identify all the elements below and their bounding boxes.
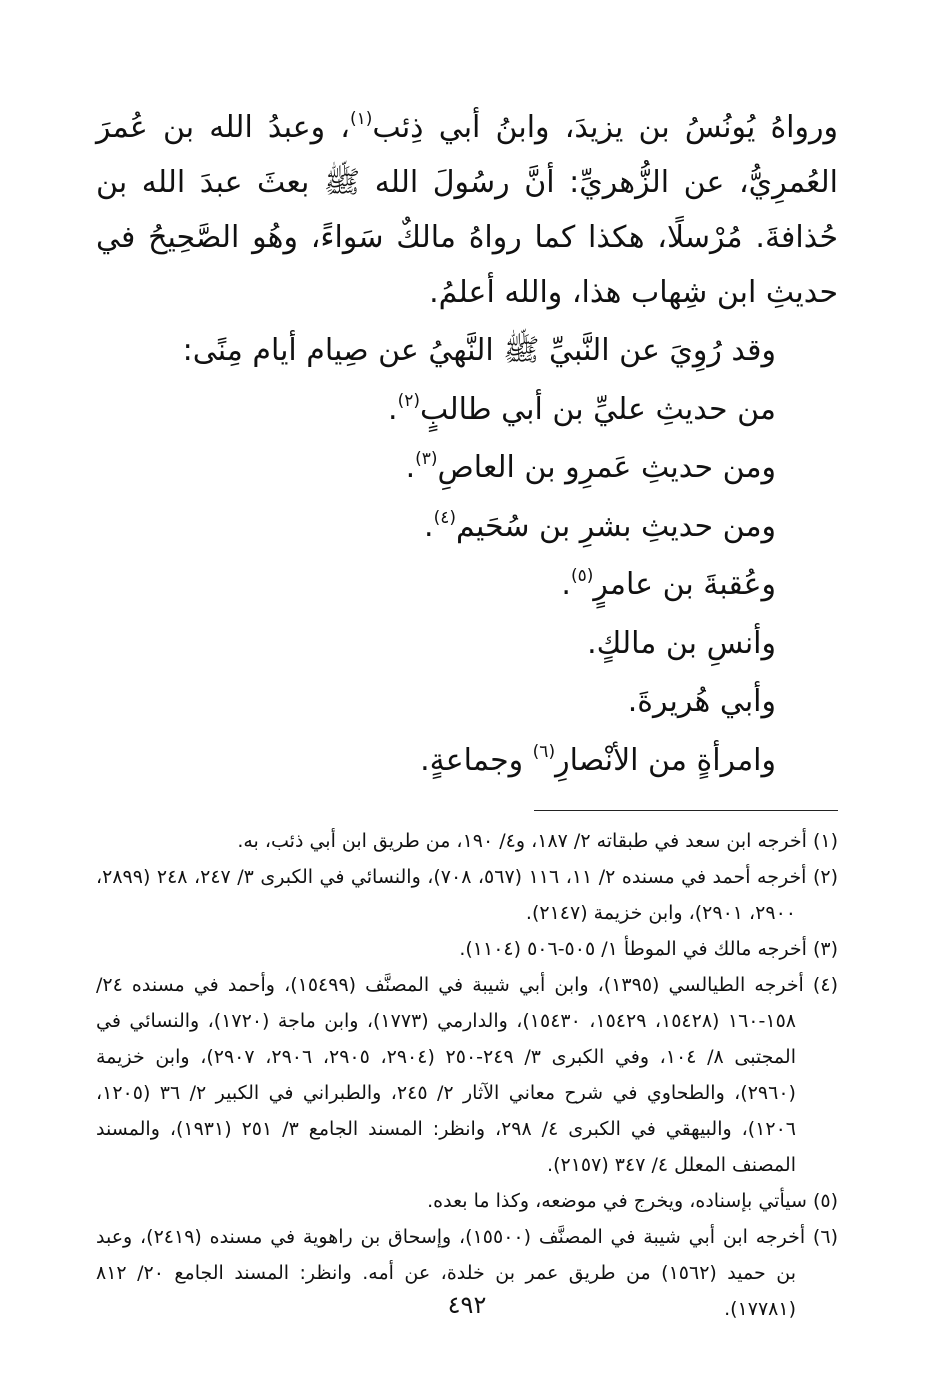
main-paragraph (96, 100, 838, 320)
footnote-separator (534, 810, 838, 811)
footnote-mark: (٥) (570, 566, 594, 586)
line-text: وعُقبةَ بن عامرٍ (593, 567, 776, 602)
footnote-3: (٣) أخرجه مالك في الموطأ ١/ ٥٠٥-٥٠٦ (١١٠٤). (459, 938, 838, 960)
footnote-4: (٤) أخرجه الطيالسي (١٣٩٥)، وابن أبي شيبة في المصنَّف (١٥٤٩٩)، وأحمد في مسنده ٢٤/ ١٥٨-١٦٠ (١٥٤٢٨، ١٥٤٢٩، ١٥٤٣٠)، والدارمي (١٧٧٣)، وابن ماجة (١٧٢٠)، والنسائي في المجتبى ٨/ ١٠٤، وفي الكبرى ٣/ ٢٤٩-٢٥٠ (٢٩٠٤، ٢٩٠٥، ٢٩٠٦، ٢٩٠٧)، وابن خزيمة (٢٩٦٠)، والطحاوي في شرح معاني الآثار ٢/ ٢٤٥، والطبراني في الكبير ٢/ ٣٦ (١٢٠٥، ١٢٠٦)، والبيهقي في الكبرى ٤/ ٢٩٨، وانظر: المسند الجامع ٣/ ٢٥١ (١٩٣١)، والمسند المصنف المعلل ٤/ ٣٤٧ (٢١٥٧). (96, 974, 838, 1176)
text-line (96, 381, 776, 440)
footnote-mark-1: (١) (349, 109, 373, 129)
line-tail: . (405, 450, 416, 485)
line-text: وامرأةٍ من الأنْصارِ (555, 742, 776, 778)
footnote-mark: (٤) (433, 507, 456, 528)
line-text: وأنسِ بن مالكٍ. (587, 625, 776, 661)
line-tail: . (424, 508, 434, 544)
book-page (96, 100, 838, 1330)
footnote-2: (٢) أخرجه أحمد في مسنده ٢/ ١١، ١١٦ (٥٦٧، ٧٠٨)، والنسائي في الكبرى ٣/ ٢٤٧، ٢٤٨ (٢٨٩٩، ٢٩٠٠، ٢٩٠١)، وابن خزيمة (٢١٤٧). (96, 866, 839, 924)
line-text: وأبي هُريرةَ. (627, 684, 776, 719)
line-text: من حديثِ عليِّ بن أبي طالبٍ (419, 391, 776, 427)
text-line (96, 322, 776, 381)
footnote-6: (٦) أخرجه ابن أبي شيبة في المصنَّف (١٥٥٠٠)، وإسحاق بن راهوية في مسنده (٢٤١٩)، وعبد بن حميد (١٥٦٢) من طريق عمر بن خلدة، عن أمه. وانظر: المسند الجامع ٢٠/ ٨١٢ (١٧٧٨١). (96, 1226, 838, 1320)
text-line (96, 673, 776, 732)
text-line (96, 498, 776, 557)
footnote-5: (٥) سيأتي بإسناده، ويخرج في موضعه، وكذا ما بعده. (427, 1190, 838, 1212)
page-number: ٤٩٢ (447, 1291, 487, 1319)
line-tail: وجماعةٍ. (420, 742, 533, 778)
line-tail: . (561, 567, 571, 602)
footnote-mark: (٦) (532, 741, 556, 762)
footnote-mark: (٢) (397, 390, 420, 411)
hadith-lines (96, 322, 838, 790)
line-tail: . (388, 391, 398, 427)
footnote-mark: (٣) (415, 449, 438, 469)
text-line (96, 439, 776, 498)
line-text: وقد رُوِيَ عن النَّبيِّ ﷺ النَّهيُ عن صِيام أيام مِنًى: (182, 333, 776, 368)
text-line (96, 556, 776, 615)
footnotes (96, 823, 838, 1327)
line-text: ومن حديثِ بشرِ بن سُحَيم (455, 508, 776, 544)
paragraph-text-end: ، وعبدُ الله بن عُمرَ العُمرِيُّ، عن الزُّهريِّ: أنَّ رسُولَ الله ﷺ بعثَ عبدَ الله بن حُذافةَ. مُرْسلًا، هكذا كما رواهُ مالكٌ سَواءً، وهُو الصَّحِيحُ في حديثِ ابن شِهاب هذا، والله أعلمُ. (96, 110, 838, 310)
footnote-1: (١) أخرجه ابن سعد في طبقاته ٢/ ١٨٧، و٤/ ١٩٠، من طريق ابن أبي ذئب، به. (237, 830, 838, 852)
line-text: ومن حديثِ عَمرِو بن العاصِ (437, 450, 776, 485)
paragraph-text-start: ورواهُ يُونُسُ بن يزيدَ، وابنُ أبي ذِئب (372, 110, 838, 145)
text-line (96, 732, 776, 791)
text-line (96, 615, 776, 674)
